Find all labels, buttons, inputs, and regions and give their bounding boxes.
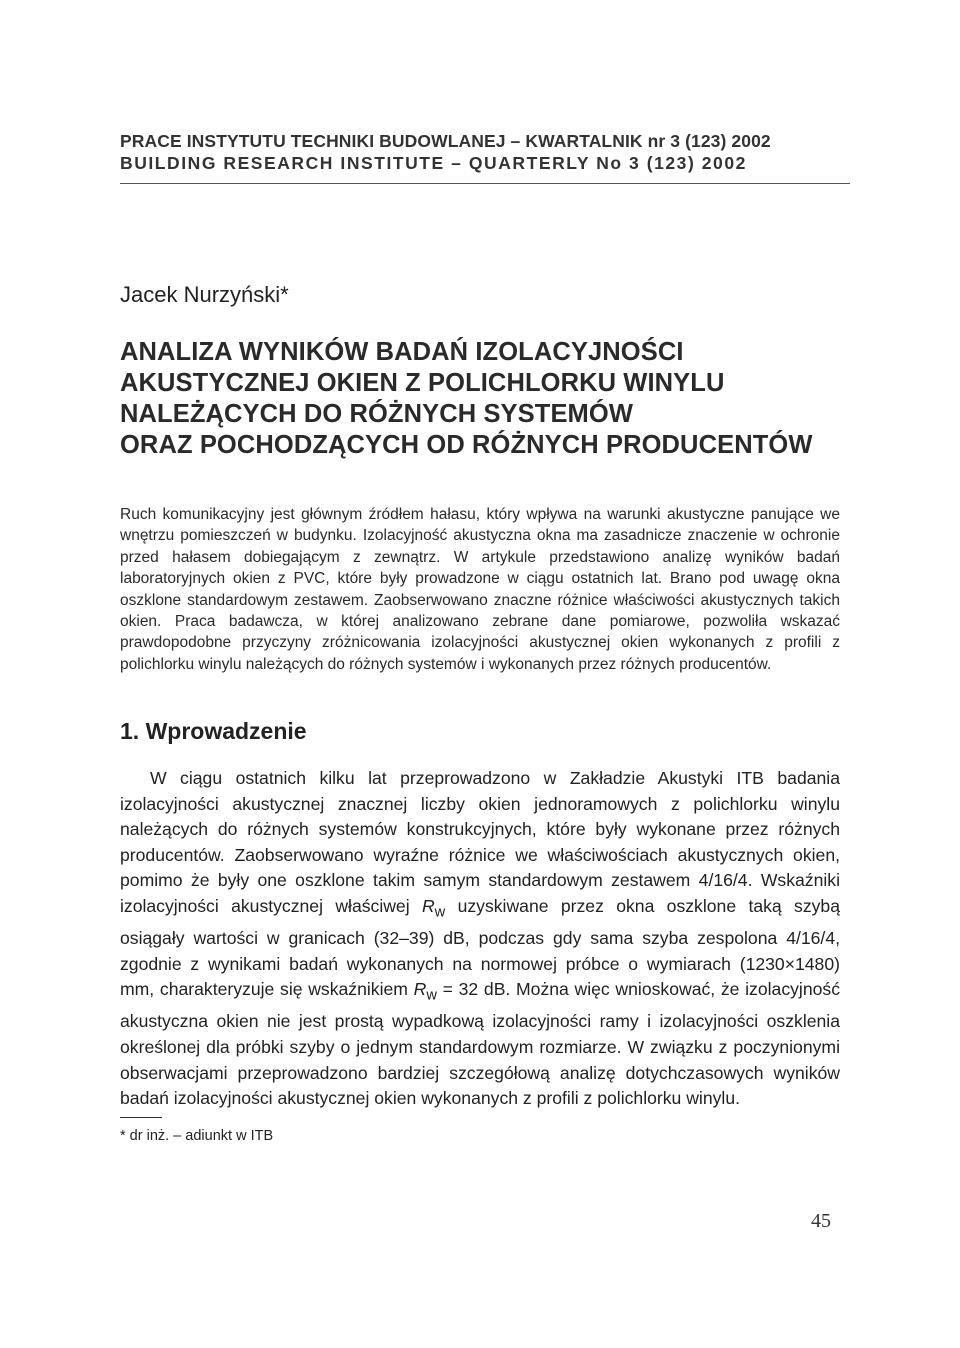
title-line: AKUSTYCZNEJ OKIEN Z POLICHLORKU WINYLU (120, 369, 725, 397)
rw-symbol: R (413, 979, 427, 1000)
journal-header (120, 130, 850, 174)
title-line: ORAZ POCHODZĄCYCH OD RÓŻNYCH PRODUCENTÓW (120, 431, 813, 459)
page-number: 45 (811, 1210, 831, 1232)
body-text-part: uzyskiwane przez okna oszklone taką szybą osiągały wartości w granicach (32–39) dB, podczas gdy sama szyba zespolona 4/16/4, zgodnie z wynikami badań wykonanych na normowej próbce o wymiarach (1230×1480) mm, charakteryzuje się wskaźnikiem (120, 895, 840, 1000)
footnote: * dr inż. – adiunkt w ITB (120, 1128, 274, 1144)
journal-header-polish: PRACE INSTYTUTU TECHNIKI BUDOWLANEJ – KWARTALNIK nr 3 (123) 2002 (120, 131, 771, 151)
rw-symbol: R (421, 895, 435, 916)
article-title (120, 337, 850, 461)
title-line: NALEŻĄCYCH DO RÓŻNYCH SYSTEMÓW (120, 400, 633, 428)
author-name: Jacek Nurzyński* (120, 282, 289, 307)
rw-subscript: w (426, 987, 437, 1004)
journal-header-english: BUILDING RESEARCH INSTITUTE – QUARTERLY No 3 (123) 2002 (120, 153, 747, 173)
footnote-divider (120, 1117, 162, 1118)
body-paragraph (120, 766, 840, 1112)
section-heading: 1. Wprowadzenie (120, 718, 307, 744)
body-text-part: W ciągu ostatnich kilku lat przeprowadzono w Zakładzie Akustyki ITB badania izolacyjności akustycznej znacznej liczby okien jednoramowych z polichlorku winylu należących do różnych systemów konstrukcyjnych, które były wykonane przez różnych producentów. Zaobserwowano wyraźne różnice we właściwościach akustycznych okien, pomimo że były one oszklone takim samym standardowym zestawem 4/16/4. Wskaźniki izolacyjności akustycznej właściwej (120, 768, 840, 916)
rw-subscript: w (434, 904, 446, 921)
body-text-part: = 32 dB. Można więc wnioskować, że izolacyjność akustyczna okien nie jest prostą wypadkową izolacyjności ramy i izolacyjności oszklenia określonej dla próbki szyby o jednym standardowym rozmiarze. W związku z poczynionymi obserwacjami przeprowadzono bardziej szczegółową analizę dotychczasowych wyników badań izolacyjności akustycznej okien wykonanych z profili z polichlorku winylu. (120, 979, 841, 1109)
abstract: Ruch komunikacyjny jest głównym źródłem hałasu, który wpływa na warunki akustyczne panujące we wnętrzu pomieszczeń w budynku. Izolacyjność akustyczna okna ma zasadnicze znaczenie w ochronie przed hałasem dobiegającym z zewnątrz. W artykule przedstawiono analizę wyników badań laboratoryjnych okien z PVC, które były prowadzone w ciągu ostatnich lat. Brano pod uwagę okna oszklone standardowym zestawem. Zaobserwowano znaczne różnice właściwości akustycznych takich okien. Praca badawcza, w której analizowano zebrane dane pomiarowe, pozwoliła wskazać prawdopodobne przyczyny zróżnicowania izolacyjności akustycznej okien wykonanych z profili z polichlorku winylu należących do różnych systemów i wykonanych przez różnych producentów. (120, 506, 840, 673)
header-divider (120, 183, 850, 184)
title-line: ANALIZA WYNIKÓW BADAŃ IZOLACYJNOŚCI (120, 338, 684, 366)
